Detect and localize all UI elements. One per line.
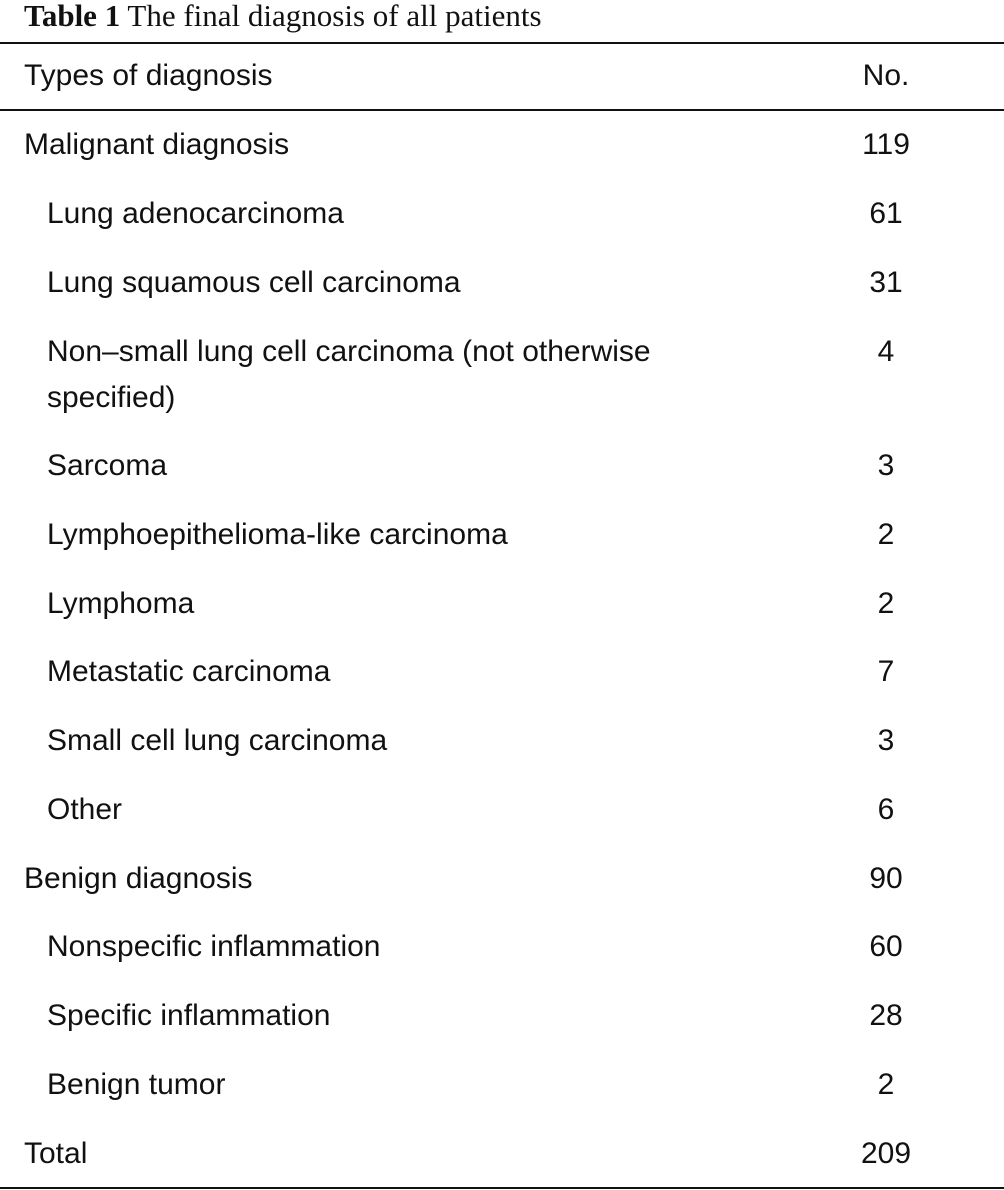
row-label: Lung adenocarcinoma xyxy=(47,197,344,230)
row-label: Benign diagnosis xyxy=(24,862,253,895)
row-value: 119 xyxy=(862,128,910,161)
row-label: Small cell lung carcinoma xyxy=(47,724,388,757)
row-label: Lung squamous cell carcinoma xyxy=(47,266,461,299)
row-label: Benign tumor xyxy=(47,1068,226,1101)
row-label: Specific inflammation xyxy=(47,999,331,1032)
row-label: Other xyxy=(47,793,123,826)
header-count: No. xyxy=(862,59,910,92)
table-header xyxy=(0,53,1004,99)
row-value: 6 xyxy=(877,793,895,826)
row-label: Total xyxy=(24,1137,88,1170)
row-value: 2 xyxy=(877,518,895,551)
bottom-rule xyxy=(0,1187,1004,1189)
row-label: Non–small lung cell carcinoma (not otherwise specified) xyxy=(47,335,651,414)
row-value: 2 xyxy=(877,1068,895,1101)
row-label: Sarcoma xyxy=(47,449,168,482)
row-value: 31 xyxy=(869,266,903,299)
row-value: 209 xyxy=(860,1137,912,1170)
row-label: Lymphoma xyxy=(47,587,195,620)
row-value: 3 xyxy=(877,724,895,757)
row-value: 4 xyxy=(877,335,895,368)
table-number: Table 1 xyxy=(24,0,121,33)
row-label: Nonspecific inflammation xyxy=(47,930,381,963)
row-value: 3 xyxy=(877,449,895,482)
row-value: 61 xyxy=(869,197,903,230)
row-value: 7 xyxy=(877,655,895,688)
header-type: Types of diagnosis xyxy=(24,59,273,92)
table-caption xyxy=(24,0,542,34)
row-value: 2 xyxy=(877,587,895,620)
row-label: Metastatic carcinoma xyxy=(47,655,331,688)
row-value: 60 xyxy=(869,930,903,963)
table-title: The final diagnosis of all patients xyxy=(127,0,542,33)
row-label: Malignant diagnosis xyxy=(24,128,290,161)
header-rule xyxy=(0,109,1004,111)
row-value: 90 xyxy=(869,862,903,895)
row-label: Lymphoepithelioma-like carcinoma xyxy=(47,518,508,551)
row-value: 28 xyxy=(869,999,903,1032)
top-rule xyxy=(0,42,1004,44)
